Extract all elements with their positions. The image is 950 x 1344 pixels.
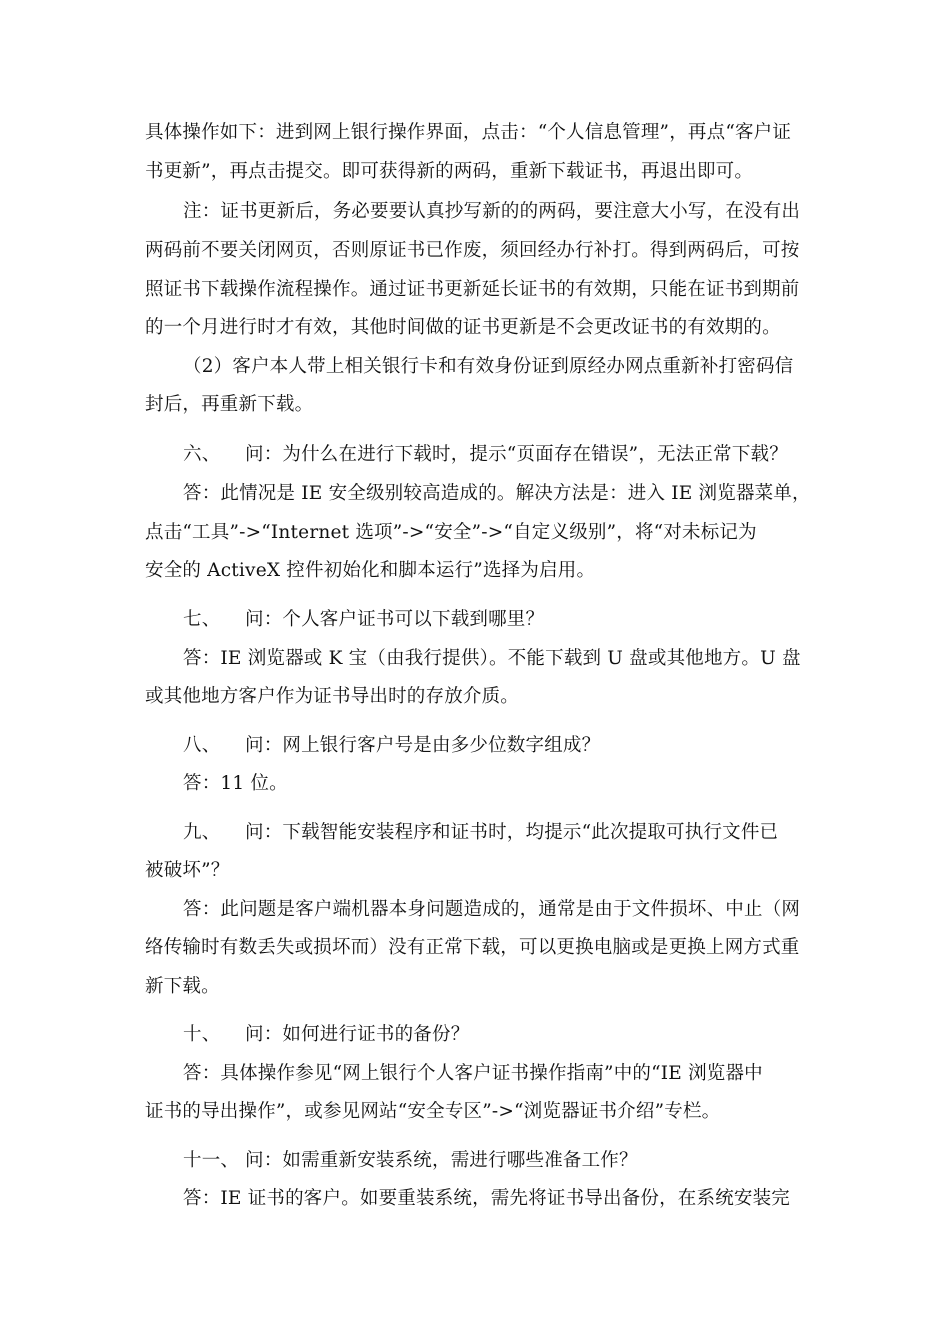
answer-line: 或其他地方客户作为证书导出时的存放介质。 [145, 686, 520, 707]
faq-question-6 [183, 440, 788, 466]
question-text: 问：如何进行证书的备份？ [245, 1024, 470, 1045]
answer-line: 答：具体操作参见“网上银行个人客户证书操作指南”中的“IE 浏览器中 [183, 1063, 763, 1084]
text-line: 具体操作如下：进到网上银行操作界面，点击：“个人信息管理”，再点“客户证 [145, 122, 792, 143]
answer-line: 安全的 ActiveX 控件初始化和脚本运行”选择为启用。 [145, 560, 596, 581]
note-line: 两码前不要关闭网页，否则原证书已作废，须回经办行补打。得到两码后，可按 [145, 240, 800, 261]
answer-line: 答：11 位。 [183, 773, 288, 794]
faq-question-7 [183, 605, 544, 631]
item-line: （2）客户本人带上相关银行卡和有效身份证到原经办网点重新补打密码信 [183, 356, 794, 377]
answer-line: 答：此问题是客户端机器本身问题造成的，通常是由于文件损坏、中止（网 [183, 899, 801, 920]
faq-number: 十一、 [183, 1150, 240, 1171]
answer-line: 络传输时有数丢失或损坏而）没有正常下载，可以更换电脑或是更换上网方式重 [145, 937, 800, 958]
faq-question-11 [183, 1146, 638, 1172]
question-text: 问：个人客户证书可以下载到哪里？ [245, 609, 545, 630]
question-text: 问：为什么在进行下载时，提示“页面存在错误”，无法正常下载？ [245, 444, 788, 465]
faq-question-10 [183, 1020, 469, 1046]
answer-line: 新下载。 [145, 976, 220, 997]
question-text: 问：网上银行客户号是由多少位数字组成？ [245, 735, 601, 756]
question-continuation: 被破坏”？ [145, 860, 230, 881]
faq-question-8 [183, 731, 600, 757]
note-line: 注：证书更新后，务必要要认真抄写新的的两码，要注意大小写，在没有出 [183, 201, 801, 222]
item-line: 封后，再重新下载。 [145, 394, 314, 415]
note-line: 的一个月进行时才有效，其他时间做的证书更新是不会更改证书的有效期的。 [145, 317, 781, 338]
faq-question-9 [183, 818, 778, 844]
note-line: 照证书下载操作流程操作。通过证书更新延长证书的有效期，只能在证书到期前 [145, 279, 800, 300]
faq-number: 七、 [183, 609, 221, 630]
answer-line: 答：IE 浏览器或 K 宝（由我行提供）。不能下载到 U 盘或其他地方。U 盘 [183, 648, 801, 669]
answer-line: 答：此情况是 IE 安全级别较高造成的。解决方法是：进入 IE 浏览器菜单， [183, 483, 811, 504]
answer-line: 证书的导出操作”，或参见网站“安全专区”->“浏览器证书介绍”专栏。 [145, 1101, 721, 1122]
question-text: 问：下载智能安装程序和证书时，均提示“此次提取可执行文件已 [245, 822, 779, 843]
faq-number: 八、 [183, 735, 221, 756]
faq-number: 六、 [183, 444, 221, 465]
faq-number: 十、 [183, 1024, 221, 1045]
faq-number: 九、 [183, 822, 221, 843]
answer-line: 点击“工具”->“Internet 选项”->“安全”->“自定义级别”，将“对未标记为 [145, 522, 757, 543]
question-text: 问：如需重新安装系统，需进行哪些准备工作？ [245, 1150, 638, 1171]
answer-line: 答：IE 证书的客户。如要重装系统，需先将证书导出备份，在系统安装完 [183, 1188, 790, 1209]
text-line: 书更新”，再点击提交。即可获得新的两码，重新下载证书，再退出即可。 [145, 161, 754, 182]
